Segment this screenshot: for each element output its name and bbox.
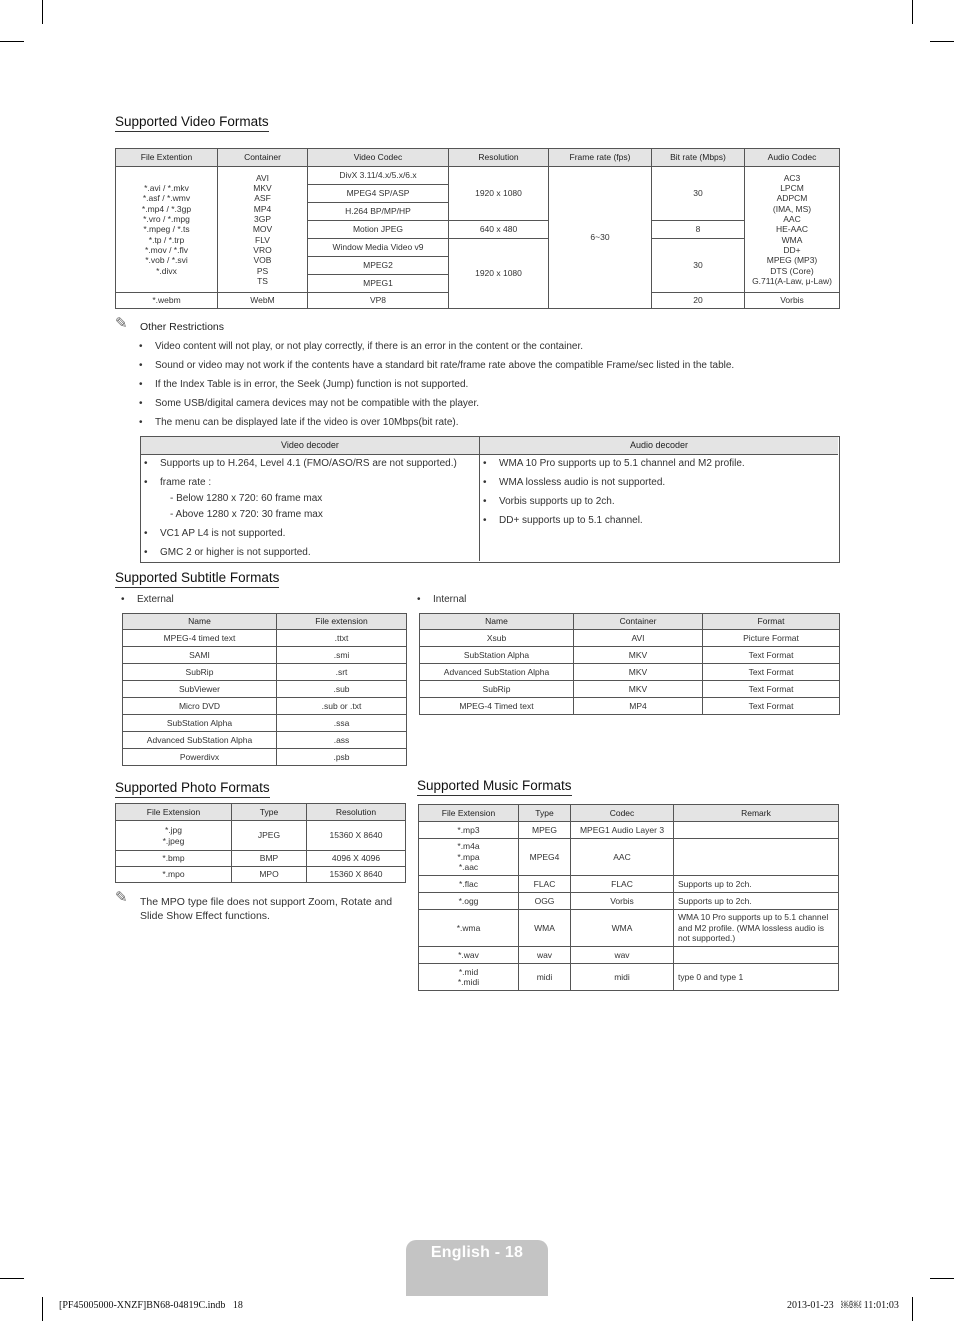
- audio-codec-cell: AC3 LPCM ADPCM (IMA, MS) AAC HE-AAC WMA DD+ MPEG (MP3) DTS (Core) G.711(A-Law, μ-Law): [745, 167, 840, 293]
- cell: WMA: [519, 910, 571, 947]
- cell: *.m4a *.mpa *.aac: [419, 839, 519, 876]
- list-item: • GMC 2 or higher is not supported.: [144, 546, 474, 559]
- note-pencil-icon: ✎: [115, 315, 128, 332]
- external-subtitle-table: [122, 613, 407, 766]
- codec-cell: MPEG4 SP/ASP: [308, 185, 449, 203]
- cell: FLAC: [519, 876, 571, 893]
- cell: midi: [571, 964, 674, 991]
- col-header: Remark: [674, 805, 839, 822]
- cell: .ttxt: [277, 630, 407, 647]
- col-header: Codec: [571, 805, 674, 822]
- cell: .smi: [277, 647, 407, 664]
- table-row: [419, 910, 839, 947]
- cell: SubViewer: [123, 681, 277, 698]
- containers-cell: AVI MKV ASF MP4 3GP MOV FLV VRO VOB PS TS: [218, 167, 308, 293]
- cell: Advanced SubStation Alpha: [420, 664, 574, 681]
- table-row: [420, 647, 840, 664]
- bitrate-cell: 8: [652, 221, 745, 239]
- cell: JPEG: [232, 821, 307, 851]
- webm-container-cell: WebM: [218, 293, 308, 309]
- table-row: [116, 821, 406, 851]
- table-row: [123, 681, 407, 698]
- restrictions-list: [139, 340, 839, 435]
- list-item: • Some USB/digital camera devices may not be compatible with the player.: [139, 397, 839, 410]
- cell: Supports up to 2ch.: [674, 893, 839, 910]
- table-row: [419, 839, 839, 876]
- cell: MPEG-4 Timed text: [420, 698, 574, 715]
- crop-mark: [42, 1297, 43, 1321]
- cell: *.jpg *.jpeg: [116, 821, 232, 851]
- internal-label: [417, 593, 466, 612]
- cell: 15360 X 8640: [307, 867, 406, 883]
- webm-bitrate-cell: 20: [652, 293, 745, 309]
- cell: SubStation Alpha: [420, 647, 574, 664]
- cell: [674, 822, 839, 839]
- crop-mark: [42, 0, 43, 24]
- webm-audio-cell: Vorbis: [745, 293, 840, 309]
- list-item: • Vorbis supports up to 2ch.: [483, 495, 833, 508]
- audio-decoder-list: [483, 457, 833, 533]
- webm-extension-cell: *.webm: [116, 293, 218, 309]
- cell: MPEG-4 timed text: [123, 630, 277, 647]
- restrictions-title: Other Restrictions: [140, 321, 225, 333]
- table-row: [123, 664, 407, 681]
- col-header: Bit rate (Mbps): [652, 149, 745, 167]
- list-item: [144, 476, 474, 521]
- cell: AVI: [574, 630, 703, 647]
- table-row: [419, 964, 839, 991]
- table-row: [420, 630, 840, 647]
- table-row: [123, 732, 407, 749]
- list-item: • DD+ supports up to 5.1 channel.: [483, 514, 833, 527]
- cell: SubRip: [420, 681, 574, 698]
- cell: Supports up to 2ch.: [674, 876, 839, 893]
- cell: SAMI: [123, 647, 277, 664]
- cell: MPEG4: [519, 839, 571, 876]
- list-item: • WMA 10 Pro supports up to 5.1 channel and M2 profile.: [483, 457, 833, 470]
- frame-rate-sub: - Above 1280 x 720: 30 frame max: [170, 509, 323, 520]
- col-header: Type: [519, 805, 571, 822]
- cell: SubRip: [123, 664, 277, 681]
- music-formats-heading: Supported Music Formats: [417, 778, 572, 796]
- cell: *.mp3: [419, 822, 519, 839]
- table-row: [420, 664, 840, 681]
- col-header: Audio Codec: [745, 149, 840, 167]
- cell: Vorbis: [571, 893, 674, 910]
- internal-subtitle-table: [419, 613, 840, 715]
- cell: SubStation Alpha: [123, 715, 277, 732]
- table-row: [420, 698, 840, 715]
- table-row: [116, 851, 406, 867]
- crop-mark: [0, 41, 24, 42]
- cell: .srt: [277, 664, 407, 681]
- cell: *.flac: [419, 876, 519, 893]
- video-formats-heading: Supported Video Formats: [115, 114, 269, 132]
- cell: 4096 X 4096: [307, 851, 406, 867]
- video-formats-table: [115, 148, 840, 309]
- bitrate-cell: 30: [652, 167, 745, 221]
- col-header: Container: [574, 614, 703, 630]
- cell: *.bmp: [116, 851, 232, 867]
- col-header: File Extension: [116, 804, 232, 821]
- resolution-cell: 640 x 480: [449, 221, 549, 239]
- crop-mark: [930, 1278, 954, 1279]
- cell: MKV: [574, 647, 703, 664]
- list-item: • Internal: [417, 593, 466, 606]
- crop-mark: [0, 1278, 24, 1279]
- cell: midi: [519, 964, 571, 991]
- cell: Powerdivx: [123, 749, 277, 766]
- table-row: [419, 893, 839, 910]
- cell: wav: [519, 947, 571, 964]
- col-header: Frame rate (fps): [549, 149, 652, 167]
- list-item: • WMA lossless audio is not supported.: [483, 476, 833, 489]
- frame-rate-label: frame rate :: [160, 477, 212, 488]
- page-number: English - 18: [430, 1244, 524, 1261]
- cell: OGG: [519, 893, 571, 910]
- col-header: Resolution: [307, 804, 406, 821]
- cell: .ssa: [277, 715, 407, 732]
- cell: *.wav: [419, 947, 519, 964]
- crop-mark: [912, 0, 913, 24]
- resolution-cell: 1920 x 1080: [449, 239, 549, 309]
- cell: MPEG: [519, 822, 571, 839]
- cell: Micro DVD: [123, 698, 277, 715]
- cell: Text Format: [703, 647, 840, 664]
- col-header: Video Codec: [308, 149, 449, 167]
- cell: MP4: [574, 698, 703, 715]
- photo-note: The MPO type file does not support Zoom, Rotate and Slide Show Effect functions.: [140, 896, 393, 922]
- external-label: [121, 593, 174, 612]
- photo-formats-table: [115, 803, 406, 883]
- cell: *.ogg: [419, 893, 519, 910]
- cell: BMP: [232, 851, 307, 867]
- col-header: File Extention: [116, 149, 218, 167]
- cell: FLAC: [571, 876, 674, 893]
- cell: Text Format: [703, 681, 840, 698]
- cell: wav: [571, 947, 674, 964]
- bitrate-cell: 30: [652, 239, 745, 293]
- col-header: Format: [703, 614, 840, 630]
- codec-cell: MPEG2: [308, 257, 449, 275]
- table-row: [123, 698, 407, 715]
- codec-cell: DivX 3.11/4.x/5.x/6.x: [308, 167, 449, 185]
- cell: WMA: [571, 910, 674, 947]
- webm-codec-cell: VP8: [308, 293, 449, 309]
- footer-timestamp: 2013-01-23 ￼￼ 11:01:03: [787, 1300, 899, 1311]
- col-header: Name: [123, 614, 277, 630]
- cell: .sub: [277, 681, 407, 698]
- table-row: [420, 681, 840, 698]
- crop-mark: [930, 41, 954, 42]
- table-row: [419, 876, 839, 893]
- table-row: [419, 822, 839, 839]
- list-item: • VC1 AP L4 is not supported.: [144, 527, 474, 540]
- table-row: [419, 947, 839, 964]
- decoder-divider: [479, 437, 480, 561]
- cell: MKV: [574, 681, 703, 698]
- codec-cell: Window Media Video v9: [308, 239, 449, 257]
- table-row: [123, 715, 407, 732]
- audio-decoder-header: Audio decoder: [629, 440, 689, 450]
- frame-rate-sub: - Below 1280 x 720: 60 frame max: [170, 493, 323, 504]
- cell: .sub or .txt: [277, 698, 407, 715]
- list-item: • Video content will not play, or not play correctly, if there is an error in the content or the container.: [139, 340, 839, 353]
- table-row: [123, 749, 407, 766]
- table-row: [116, 867, 406, 883]
- col-header: Container: [218, 149, 308, 167]
- cell: MPO: [232, 867, 307, 883]
- footer-file-info: [PF45005000-XNZF]BN68-04819C.indb 18: [59, 1300, 243, 1311]
- note-pencil-icon: ✎: [115, 889, 128, 906]
- col-header: Type: [232, 804, 307, 821]
- cell: .psb: [277, 749, 407, 766]
- framerate-cell: 6~30: [549, 167, 652, 309]
- table-row: [123, 647, 407, 664]
- cell: [674, 947, 839, 964]
- cell: *.mpo: [116, 867, 232, 883]
- cell: MPEG1 Audio Layer 3: [571, 822, 674, 839]
- subtitle-formats-heading: Supported Subtitle Formats: [115, 570, 279, 588]
- list-item: • External: [121, 593, 174, 606]
- col-header: Resolution: [449, 149, 549, 167]
- list-item: • The menu can be displayed late if the video is over 10Mbps(bit rate).: [139, 416, 839, 429]
- list-item: • Sound or video may not work if the contents have a standard bit rate/frame rate above the compatible Frame/sec listed in the table.: [139, 359, 839, 372]
- cell: Xsub: [420, 630, 574, 647]
- music-formats-table: [418, 804, 839, 991]
- cell: Text Format: [703, 698, 840, 715]
- codec-cell: MPEG1: [308, 275, 449, 293]
- col-header: File Extension: [419, 805, 519, 822]
- video-decoder-header: Video decoder: [281, 440, 339, 450]
- cell: [674, 839, 839, 876]
- codec-cell: H.264 BP/MP/HP: [308, 203, 449, 221]
- codec-cell: Motion JPEG: [308, 221, 449, 239]
- file-extensions-cell: *.avi / *.mkv *.asf / *.wmv *.mp4 / *.3gp *.vro / *.mpg *.mpeg / *.ts *.tp / *.trp *.mov / *.flv *.vob / *.svi *.divx: [116, 167, 218, 293]
- cell: 15360 X 8640: [307, 821, 406, 851]
- col-header: Name: [420, 614, 574, 630]
- col-header: File extension: [277, 614, 407, 630]
- list-item: • If the Index Table is in error, the Seek (Jump) function is not supported.: [139, 378, 839, 391]
- list-item: • Supports up to H.264, Level 4.1 (FMO/ASO/RS are not supported.): [144, 457, 474, 470]
- photo-formats-heading: Supported Photo Formats: [115, 780, 270, 798]
- cell: WMA 10 Pro supports up to 5.1 channel and M2 profile. (WMA lossless audio is not supported.): [674, 910, 839, 947]
- resolution-cell: 1920 x 1080: [449, 167, 549, 221]
- cell: type 0 and type 1: [674, 964, 839, 991]
- video-decoder-list: [144, 457, 474, 565]
- cell: Advanced SubStation Alpha: [123, 732, 277, 749]
- cell: MKV: [574, 664, 703, 681]
- cell: Text Format: [703, 664, 840, 681]
- table-row: [123, 630, 407, 647]
- cell: *.wma: [419, 910, 519, 947]
- cell: .ass: [277, 732, 407, 749]
- cell: AAC: [571, 839, 674, 876]
- crop-mark: [912, 1297, 913, 1321]
- cell: Picture Format: [703, 630, 840, 647]
- cell: *.mid *.midi: [419, 964, 519, 991]
